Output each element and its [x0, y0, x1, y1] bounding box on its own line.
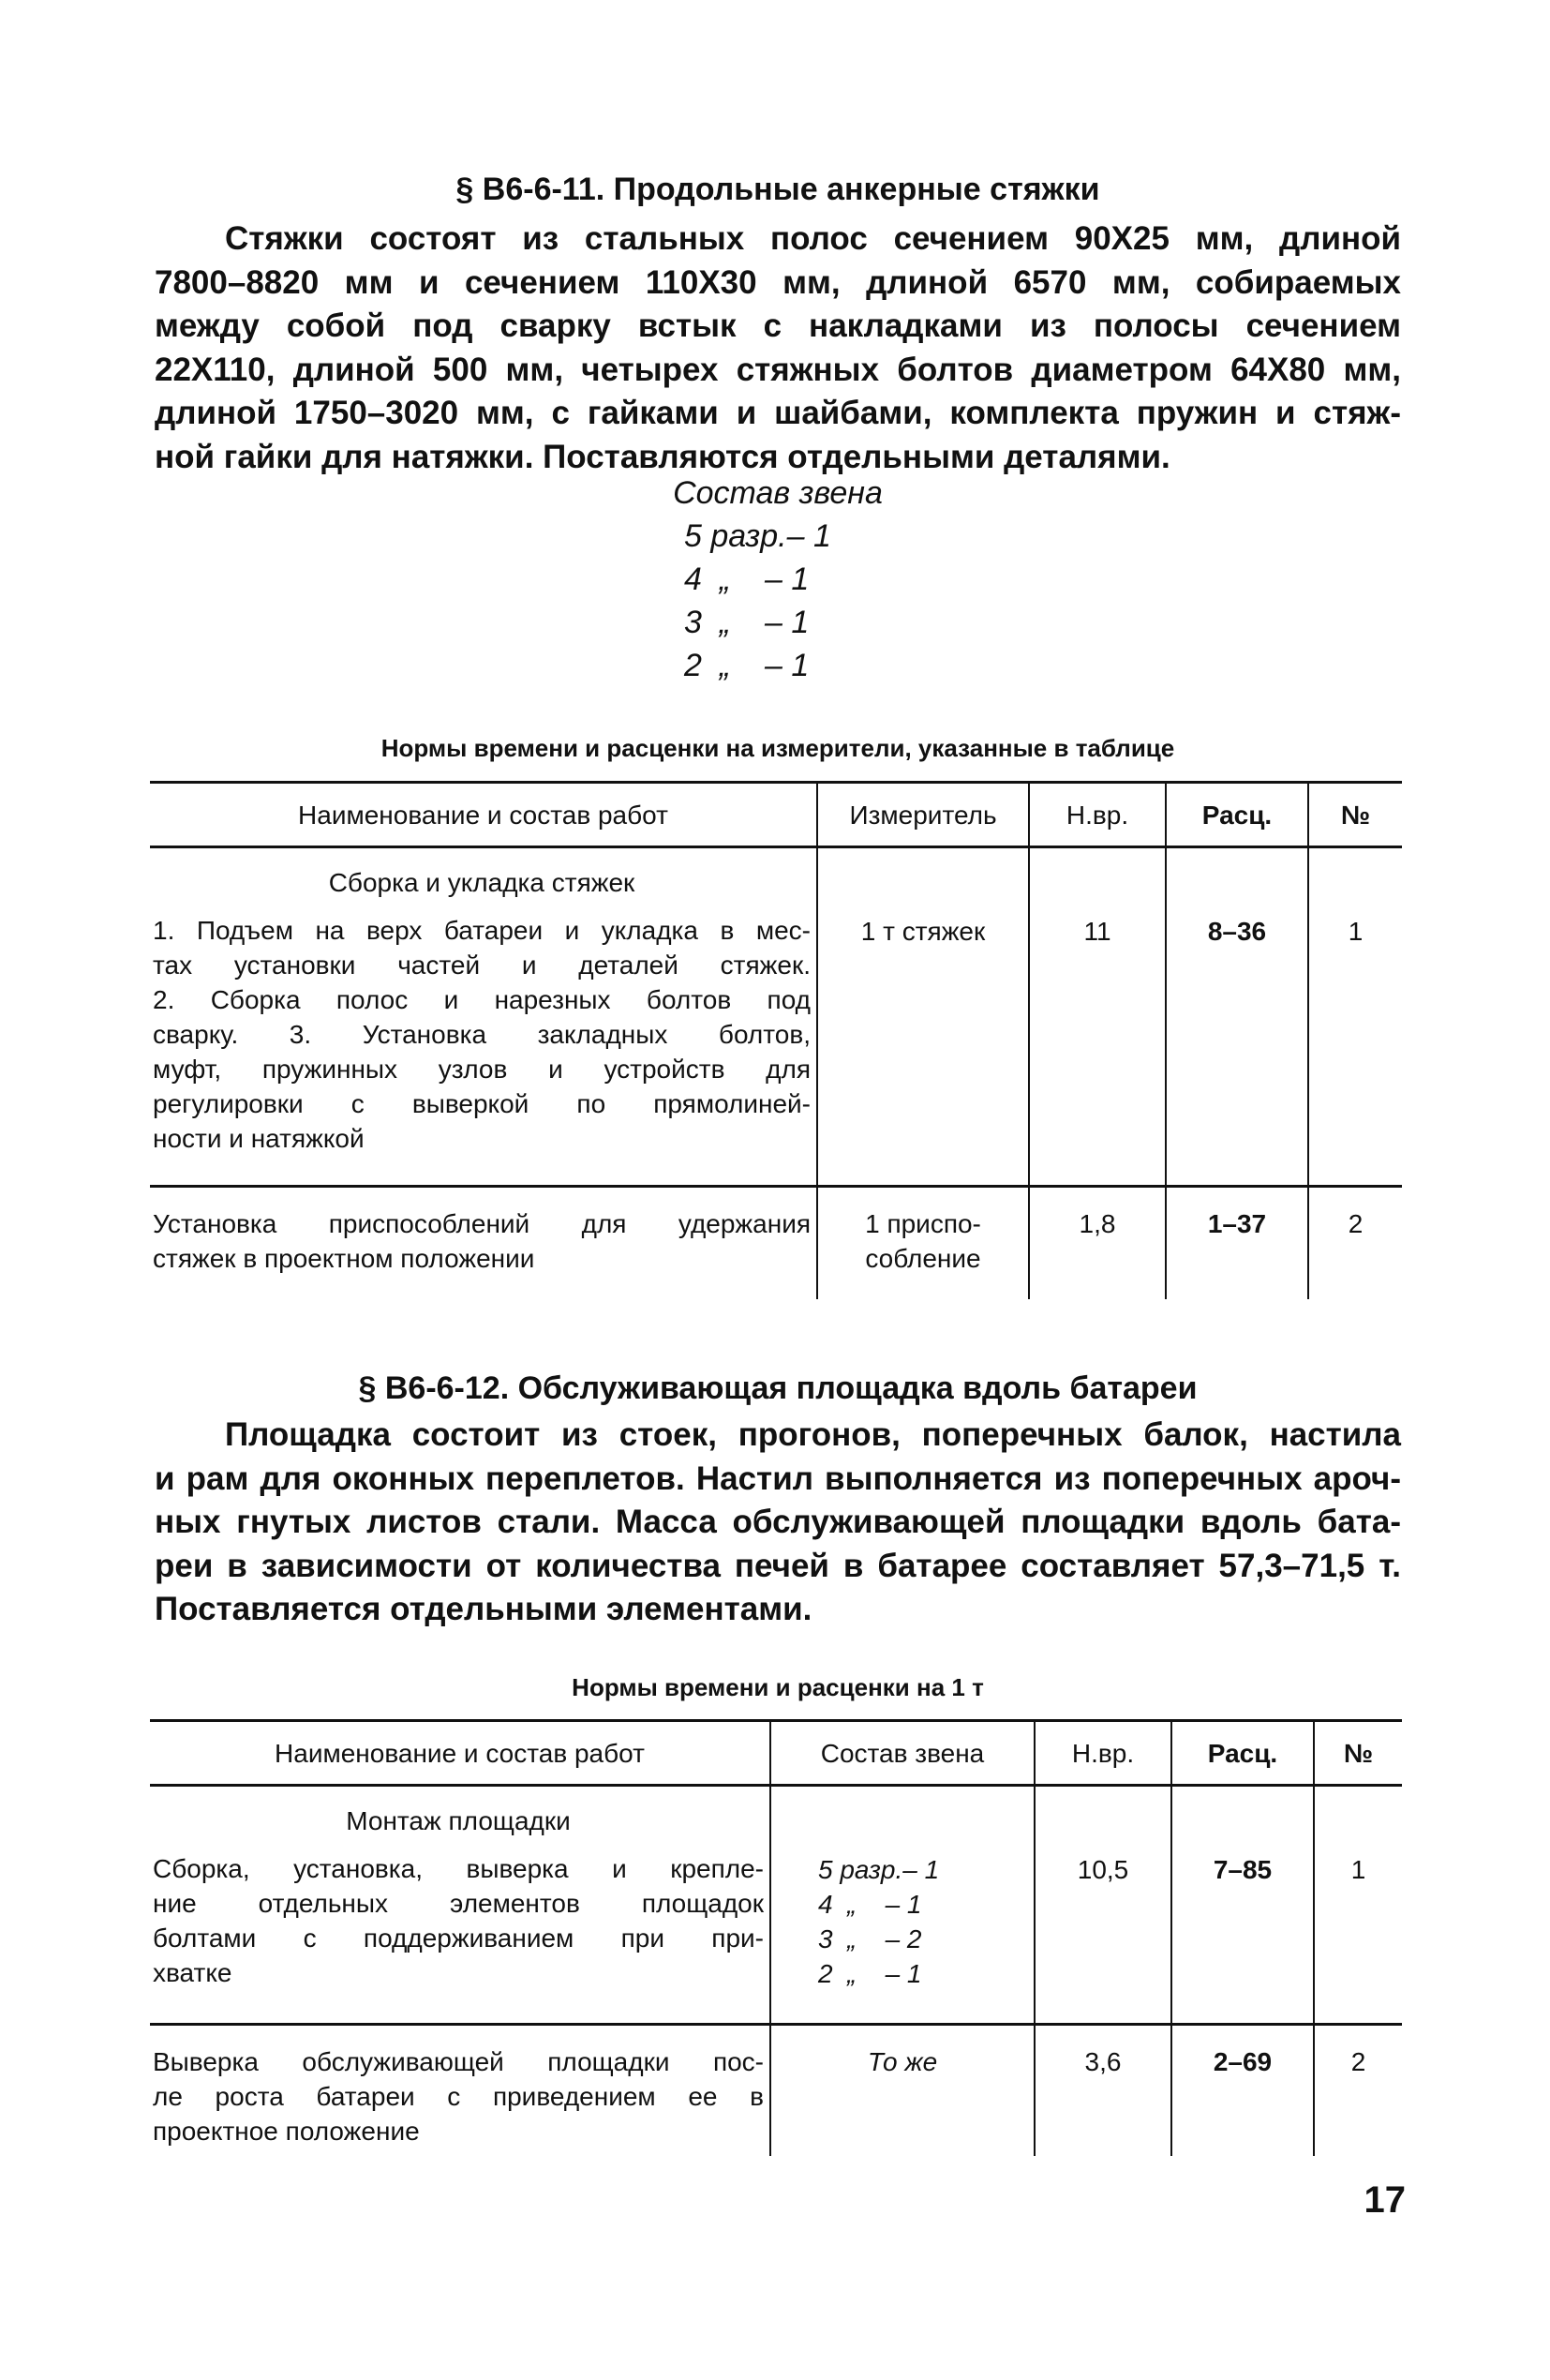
table-row [150, 1786, 1402, 2025]
work-line: ние отдельных элементов площадок [153, 1889, 764, 1918]
work-line: проектное положение [153, 2117, 420, 2146]
paragraph-line: ных гнутых листов стали. Масса обслуживающей площадки вдоль бата- [155, 1504, 1401, 1540]
crew-count: – 1 [786, 518, 831, 554]
work-group-title: Монтаж площадки [346, 1806, 571, 1835]
paragraph-line: ной гайки для натяжки. Поставляются отдельными деталями. [155, 438, 1170, 475]
norms-table [150, 1719, 1402, 2156]
work-group-title: Сборка и укладка стяжек [328, 868, 635, 897]
norm-value: 10,5 [1077, 1855, 1129, 1884]
work-line: сварку. 3. Установка закладных болтов, [153, 1020, 811, 1049]
crew-cell [770, 1786, 1035, 2025]
unit-cell [817, 847, 1029, 1187]
table-row [150, 1187, 1402, 1299]
rate-value: 1–37 [1207, 1209, 1267, 1238]
rate-cell [1171, 2025, 1314, 2156]
crew-cell [770, 2025, 1035, 2156]
crew-value: То же [867, 2047, 938, 2076]
crew-line: 3 „ – 2 [818, 1924, 922, 1953]
row-number: 2 [1350, 2047, 1366, 2076]
paragraph-line: реи в зависимости от количества печей в батарее составляет 57,3–71,5 т. [155, 1547, 1401, 1584]
crew-line: 2 „ – 1 [818, 1959, 922, 1988]
crew-grade: 2 „ [684, 648, 731, 683]
column-header: Наименование и состав работ [150, 1721, 770, 1786]
work-line: тах установки частей и деталей стяжек. [153, 951, 811, 980]
column-header: Расц. [1171, 1721, 1314, 1786]
page-number: 17 [1364, 2179, 1406, 2221]
crew-grade: 3 „ [684, 605, 731, 640]
crew-grade: 4 „ [684, 561, 731, 597]
norm-value: 11 [1083, 917, 1111, 946]
norm-cell [1029, 1187, 1166, 1299]
crew-row [656, 601, 900, 644]
work-description [150, 1786, 770, 2025]
paragraph-line: Стяжки состоят из стальных полос сечением 90Х25 мм, длиной [225, 220, 1401, 257]
paragraph-line: 7800–8820 мм и сечением 110Х30 мм, длиной 6570 мм, собираемых [155, 263, 1401, 301]
column-header: Расц. [1166, 783, 1308, 847]
number-cell [1308, 847, 1402, 1187]
crew-lines [777, 1787, 1028, 1991]
norms-table [150, 781, 1402, 1299]
rate-cell [1171, 1786, 1314, 2025]
row-number: 1 [1350, 1855, 1366, 1884]
column-header: Н.вр. [1035, 1721, 1171, 1786]
unit-line: собление [865, 1244, 981, 1273]
crew-title: Состав звена [673, 475, 883, 511]
crew-row [656, 644, 900, 687]
column-header: Н.вр. [1029, 783, 1166, 847]
norm-cell [1035, 1786, 1171, 2025]
work-line: болтами с поддерживанием при при- [153, 1923, 764, 1953]
norm-cell [1029, 847, 1166, 1187]
work-line: Сборка, установка, выверка и крепле- [153, 1854, 764, 1883]
work-line: муфт, пружинных узлов и устройств для [153, 1055, 811, 1084]
rate-value: 2–69 [1213, 2047, 1273, 2076]
crew-grade: 5 разр. [684, 518, 787, 554]
section-title: § В6-6-12. Обслуживающая площадка вдоль батареи [358, 1370, 1198, 1406]
work-line: Выверка обслуживающей площадки пос- [153, 2047, 764, 2076]
section-paragraph [155, 217, 1401, 479]
crew-count: – 1 [765, 648, 810, 683]
section-paragraph [155, 1414, 1401, 1632]
column-header: № [1308, 783, 1402, 847]
work-line: 2. Сборка полос и нарезных болтов под [153, 985, 811, 1014]
paragraph-line: 22Х110, длиной 500 мм, четырех стяжных болтов диаметром 64Х80 мм, [155, 351, 1401, 388]
table-caption: Нормы времени и расценки на измерители, указанные в таблице [380, 734, 1175, 762]
work-description [150, 847, 817, 1187]
table-caption: Нормы времени и расценки на 1 т [572, 1673, 984, 1701]
rate-cell [1166, 1187, 1308, 1299]
rate-cell [1166, 847, 1308, 1187]
work-line: ности и натяжкой [153, 1124, 365, 1153]
paragraph-line: и рам для оконных переплетов. Настил выполняется из поперечных ароч- [155, 1459, 1401, 1497]
rate-value: 8–36 [1207, 917, 1267, 946]
column-header: Наименование и состав работ [150, 783, 817, 847]
work-line: хватке [153, 1958, 232, 1987]
paragraph-line: между собой под сварку встык с накладками из полосы сечением [155, 307, 1401, 344]
number-cell [1314, 2025, 1402, 2156]
work-line: 1. Подъем на верх батареи и укладка в мес- [153, 916, 811, 945]
crew-line: 5 разр.– 1 [818, 1855, 940, 1884]
norm-value: 1,8 [1079, 1209, 1116, 1238]
table-header-row [150, 783, 1402, 847]
crew-composition [656, 472, 900, 687]
number-cell [1314, 1786, 1402, 2025]
work-line: регулировки с выверкой по прямолиней- [153, 1089, 811, 1118]
column-header: Измеритель [817, 783, 1029, 847]
crew-line: 4 „ – 1 [818, 1890, 922, 1919]
crew-row [656, 515, 900, 558]
rate-value: 7–85 [1213, 1855, 1273, 1884]
unit-line: 1 приспо- [865, 1209, 981, 1238]
norm-cell [1035, 2025, 1171, 2156]
table-row [150, 2025, 1402, 2156]
paragraph-line: Площадка состоит из стоек, прогонов, поперечных балок, настила [225, 1416, 1401, 1453]
unit-value: 1 т стяжек [860, 917, 986, 946]
crew-row [656, 558, 900, 601]
section-title: § В6-6-11. Продольные анкерные стяжки [455, 172, 1100, 207]
norm-value: 3,6 [1084, 2047, 1122, 2076]
crew-count: – 1 [765, 605, 810, 640]
unit-cell [817, 1187, 1029, 1299]
row-number: 2 [1348, 1209, 1364, 1238]
work-description [150, 2025, 770, 2156]
table-row [150, 847, 1402, 1187]
work-description [150, 1187, 817, 1299]
number-cell [1308, 1187, 1402, 1299]
work-line: Установка приспособлений для удержания [153, 1209, 811, 1238]
work-line: ле роста батареи с приведением ее в [153, 2082, 764, 2111]
paragraph-line: Поставляется отдельными элементами. [155, 1591, 812, 1627]
column-header: № [1314, 1721, 1402, 1786]
table-header-row [150, 1721, 1402, 1786]
row-number: 1 [1348, 917, 1364, 946]
column-header: Состав звена [770, 1721, 1035, 1786]
paragraph-line: длиной 1750–3020 мм, с гайками и шайбами, комплекта пружин и стяж- [155, 395, 1401, 431]
crew-count: – 1 [765, 561, 810, 597]
work-line: стяжек в проектном положении [153, 1244, 535, 1273]
